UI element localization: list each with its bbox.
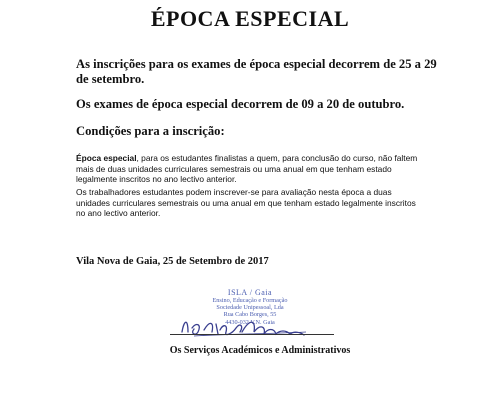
stamp-line: Sociedade Unipessoal, Lda <box>216 304 284 312</box>
condition-finalists-text: , para os estudantes finalistas a quem, para conclusão do curso, não faltem mais de duas unidades curriculares semestrais ou uma anual em que tenham estado legalmente inscritos no ano lectivo anterior. <box>76 153 418 184</box>
stamp-line: 4430-032 V.N. Gaia <box>225 318 275 326</box>
enrollment-dates-paragraph: As inscrições para os exames de época especial decorrem de 25 a 29 de setembro. <box>76 57 437 86</box>
condition-workers-paragraph: Os trabalhadores estudantes podem inscrever-se para avaliação nesta época a duas unidades curriculares semestrais ou uma anual em que tenham estado legalmente inscritos no ano lectivo anterior. <box>76 187 416 218</box>
stamp-title: ISLA / Gaia <box>227 288 273 297</box>
signature-line <box>170 334 334 335</box>
condition-finalists-paragraph <box>76 153 426 185</box>
stamp-line: Ensino, Educação e Formação <box>212 297 288 304</box>
stamp-line: Rua Cabo Borges, 55 <box>223 311 277 319</box>
conditions-heading: Condições para a inscrição: <box>76 124 225 138</box>
condition-lead-term: Época especial <box>76 153 137 163</box>
document-title: ÉPOCA ESPECIAL <box>150 6 350 31</box>
exam-dates-paragraph: Os exames de época especial decorrem de 09 a 20 de outubro. <box>76 97 405 111</box>
place-date-line: Vila Nova de Gaia, 25 de Setembro de 2017 <box>76 256 269 267</box>
signatory-office: Os Serviços Académicos e Administrativos <box>169 345 351 356</box>
handwritten-signature <box>176 310 316 340</box>
